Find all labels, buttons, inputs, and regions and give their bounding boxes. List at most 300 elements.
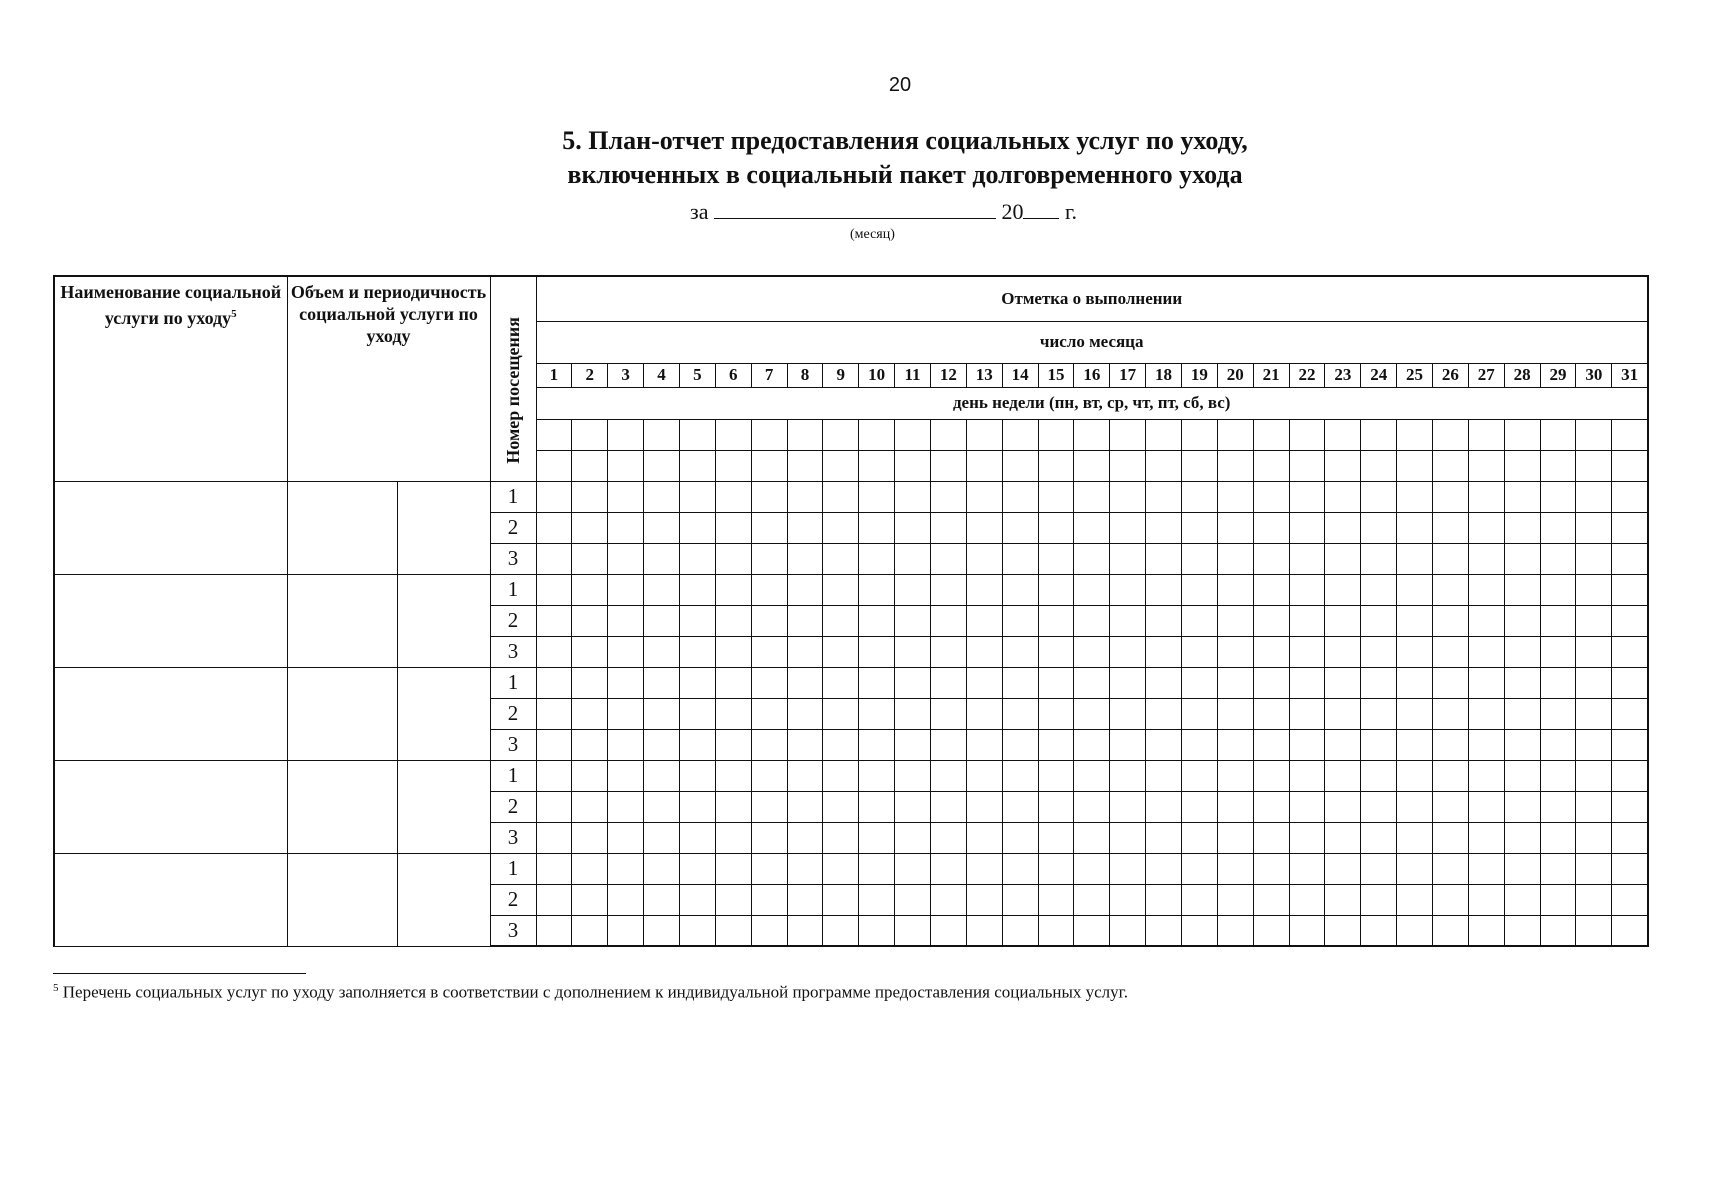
weekday-entry-cell[interactable] xyxy=(1110,419,1146,450)
completion-mark-cell[interactable] xyxy=(751,512,787,543)
completion-mark-cell[interactable] xyxy=(572,915,608,946)
completion-mark-cell[interactable] xyxy=(1074,791,1110,822)
completion-mark-cell[interactable] xyxy=(966,698,1002,729)
service-volume-cell[interactable] xyxy=(287,481,397,574)
weekday-entry-cell[interactable] xyxy=(1110,450,1146,481)
service-volume-cell[interactable] xyxy=(287,760,397,853)
completion-mark-cell[interactable] xyxy=(1361,822,1397,853)
completion-mark-cell[interactable] xyxy=(1397,574,1433,605)
completion-mark-cell[interactable] xyxy=(966,574,1002,605)
completion-mark-cell[interactable] xyxy=(1253,822,1289,853)
completion-mark-cell[interactable] xyxy=(1361,915,1397,946)
completion-mark-cell[interactable] xyxy=(1576,915,1612,946)
weekday-entry-cell[interactable] xyxy=(644,450,680,481)
weekday-entry-cell[interactable] xyxy=(679,419,715,450)
completion-mark-cell[interactable] xyxy=(1612,729,1648,760)
completion-mark-cell[interactable] xyxy=(930,760,966,791)
completion-mark-cell[interactable] xyxy=(895,884,931,915)
weekday-entry-cell[interactable] xyxy=(1146,450,1182,481)
completion-mark-cell[interactable] xyxy=(1432,481,1468,512)
service-periodicity-cell[interactable] xyxy=(397,574,490,667)
weekday-entry-cell[interactable] xyxy=(930,419,966,450)
completion-mark-cell[interactable] xyxy=(536,636,572,667)
completion-mark-cell[interactable] xyxy=(1504,605,1540,636)
completion-mark-cell[interactable] xyxy=(859,729,895,760)
weekday-entry-cell[interactable] xyxy=(1217,419,1253,450)
completion-mark-cell[interactable] xyxy=(1397,729,1433,760)
completion-mark-cell[interactable] xyxy=(823,729,859,760)
completion-mark-cell[interactable] xyxy=(966,760,1002,791)
completion-mark-cell[interactable] xyxy=(1181,636,1217,667)
completion-mark-cell[interactable] xyxy=(1397,822,1433,853)
service-volume-cell[interactable] xyxy=(287,667,397,760)
completion-mark-cell[interactable] xyxy=(679,605,715,636)
completion-mark-cell[interactable] xyxy=(572,512,608,543)
completion-mark-cell[interactable] xyxy=(1217,791,1253,822)
completion-mark-cell[interactable] xyxy=(1397,481,1433,512)
weekday-entry-cell[interactable] xyxy=(572,450,608,481)
completion-mark-cell[interactable] xyxy=(1612,667,1648,698)
completion-mark-cell[interactable] xyxy=(644,698,680,729)
completion-mark-cell[interactable] xyxy=(1540,698,1576,729)
completion-mark-cell[interactable] xyxy=(1217,605,1253,636)
completion-mark-cell[interactable] xyxy=(1576,884,1612,915)
completion-mark-cell[interactable] xyxy=(1110,512,1146,543)
weekday-entry-cell[interactable] xyxy=(1576,419,1612,450)
completion-mark-cell[interactable] xyxy=(1110,698,1146,729)
completion-mark-cell[interactable] xyxy=(1289,481,1325,512)
completion-mark-cell[interactable] xyxy=(536,574,572,605)
completion-mark-cell[interactable] xyxy=(787,853,823,884)
completion-mark-cell[interactable] xyxy=(1361,760,1397,791)
completion-mark-cell[interactable] xyxy=(1110,574,1146,605)
completion-mark-cell[interactable] xyxy=(608,822,644,853)
completion-mark-cell[interactable] xyxy=(1325,481,1361,512)
completion-mark-cell[interactable] xyxy=(644,884,680,915)
completion-mark-cell[interactable] xyxy=(572,481,608,512)
weekday-entry-cell[interactable] xyxy=(859,450,895,481)
completion-mark-cell[interactable] xyxy=(1253,481,1289,512)
completion-mark-cell[interactable] xyxy=(1361,729,1397,760)
completion-mark-cell[interactable] xyxy=(1397,667,1433,698)
completion-mark-cell[interactable] xyxy=(1110,636,1146,667)
completion-mark-cell[interactable] xyxy=(1540,605,1576,636)
completion-mark-cell[interactable] xyxy=(1002,853,1038,884)
completion-mark-cell[interactable] xyxy=(1181,605,1217,636)
weekday-entry-cell[interactable] xyxy=(1253,419,1289,450)
completion-mark-cell[interactable] xyxy=(1038,853,1074,884)
completion-mark-cell[interactable] xyxy=(1468,822,1504,853)
completion-mark-cell[interactable] xyxy=(644,636,680,667)
completion-mark-cell[interactable] xyxy=(715,760,751,791)
completion-mark-cell[interactable] xyxy=(1289,543,1325,574)
completion-mark-cell[interactable] xyxy=(1504,698,1540,729)
completion-mark-cell[interactable] xyxy=(1217,822,1253,853)
completion-mark-cell[interactable] xyxy=(823,512,859,543)
weekday-entry-cell[interactable] xyxy=(1038,419,1074,450)
completion-mark-cell[interactable] xyxy=(608,884,644,915)
completion-mark-cell[interactable] xyxy=(1110,543,1146,574)
completion-mark-cell[interactable] xyxy=(1612,543,1648,574)
completion-mark-cell[interactable] xyxy=(715,636,751,667)
completion-mark-cell[interactable] xyxy=(1146,760,1182,791)
completion-mark-cell[interactable] xyxy=(1432,760,1468,791)
completion-mark-cell[interactable] xyxy=(679,729,715,760)
completion-mark-cell[interactable] xyxy=(572,760,608,791)
completion-mark-cell[interactable] xyxy=(679,853,715,884)
completion-mark-cell[interactable] xyxy=(1468,791,1504,822)
completion-mark-cell[interactable] xyxy=(536,915,572,946)
completion-mark-cell[interactable] xyxy=(787,481,823,512)
weekday-entry-cell[interactable] xyxy=(608,450,644,481)
completion-mark-cell[interactable] xyxy=(895,636,931,667)
completion-mark-cell[interactable] xyxy=(930,481,966,512)
completion-mark-cell[interactable] xyxy=(679,915,715,946)
completion-mark-cell[interactable] xyxy=(859,884,895,915)
completion-mark-cell[interactable] xyxy=(895,791,931,822)
completion-mark-cell[interactable] xyxy=(608,853,644,884)
completion-mark-cell[interactable] xyxy=(536,605,572,636)
weekday-entry-cell[interactable] xyxy=(1253,450,1289,481)
completion-mark-cell[interactable] xyxy=(1146,605,1182,636)
completion-mark-cell[interactable] xyxy=(1074,667,1110,698)
completion-mark-cell[interactable] xyxy=(679,791,715,822)
completion-mark-cell[interactable] xyxy=(679,760,715,791)
completion-mark-cell[interactable] xyxy=(895,605,931,636)
completion-mark-cell[interactable] xyxy=(1612,574,1648,605)
completion-mark-cell[interactable] xyxy=(1074,605,1110,636)
completion-mark-cell[interactable] xyxy=(1289,760,1325,791)
completion-mark-cell[interactable] xyxy=(823,822,859,853)
completion-mark-cell[interactable] xyxy=(1110,481,1146,512)
completion-mark-cell[interactable] xyxy=(1540,512,1576,543)
completion-mark-cell[interactable] xyxy=(1361,636,1397,667)
completion-mark-cell[interactable] xyxy=(1576,698,1612,729)
completion-mark-cell[interactable] xyxy=(1468,667,1504,698)
completion-mark-cell[interactable] xyxy=(1612,605,1648,636)
weekday-entry-cell[interactable] xyxy=(1397,450,1433,481)
weekday-entry-cell[interactable] xyxy=(1540,450,1576,481)
completion-mark-cell[interactable] xyxy=(1289,853,1325,884)
completion-mark-cell[interactable] xyxy=(1361,698,1397,729)
completion-mark-cell[interactable] xyxy=(859,915,895,946)
service-name-cell[interactable] xyxy=(54,481,287,574)
completion-mark-cell[interactable] xyxy=(1397,791,1433,822)
weekday-entry-cell[interactable] xyxy=(751,419,787,450)
completion-mark-cell[interactable] xyxy=(787,698,823,729)
completion-mark-cell[interactable] xyxy=(751,760,787,791)
completion-mark-cell[interactable] xyxy=(751,636,787,667)
completion-mark-cell[interactable] xyxy=(1253,543,1289,574)
completion-mark-cell[interactable] xyxy=(1002,791,1038,822)
completion-mark-cell[interactable] xyxy=(1576,605,1612,636)
completion-mark-cell[interactable] xyxy=(1432,636,1468,667)
completion-mark-cell[interactable] xyxy=(1110,667,1146,698)
completion-mark-cell[interactable] xyxy=(1612,884,1648,915)
completion-mark-cell[interactable] xyxy=(1002,481,1038,512)
completion-mark-cell[interactable] xyxy=(895,698,931,729)
completion-mark-cell[interactable] xyxy=(1325,729,1361,760)
service-volume-cell[interactable] xyxy=(287,853,397,946)
completion-mark-cell[interactable] xyxy=(1468,481,1504,512)
completion-mark-cell[interactable] xyxy=(1110,605,1146,636)
weekday-entry-cell[interactable] xyxy=(644,419,680,450)
completion-mark-cell[interactable] xyxy=(787,636,823,667)
completion-mark-cell[interactable] xyxy=(823,915,859,946)
completion-mark-cell[interactable] xyxy=(1253,729,1289,760)
completion-mark-cell[interactable] xyxy=(715,822,751,853)
completion-mark-cell[interactable] xyxy=(787,822,823,853)
completion-mark-cell[interactable] xyxy=(823,698,859,729)
completion-mark-cell[interactable] xyxy=(787,574,823,605)
completion-mark-cell[interactable] xyxy=(1432,512,1468,543)
completion-mark-cell[interactable] xyxy=(715,667,751,698)
completion-mark-cell[interactable] xyxy=(1325,667,1361,698)
completion-mark-cell[interactable] xyxy=(1110,884,1146,915)
completion-mark-cell[interactable] xyxy=(859,698,895,729)
weekday-entry-cell[interactable] xyxy=(1612,450,1648,481)
weekday-entry-cell[interactable] xyxy=(823,450,859,481)
completion-mark-cell[interactable] xyxy=(1217,884,1253,915)
weekday-entry-cell[interactable] xyxy=(1612,419,1648,450)
completion-mark-cell[interactable] xyxy=(644,605,680,636)
completion-mark-cell[interactable] xyxy=(1504,915,1540,946)
weekday-entry-cell[interactable] xyxy=(679,450,715,481)
completion-mark-cell[interactable] xyxy=(1325,636,1361,667)
completion-mark-cell[interactable] xyxy=(1181,822,1217,853)
completion-mark-cell[interactable] xyxy=(644,915,680,946)
completion-mark-cell[interactable] xyxy=(1325,543,1361,574)
month-blank-field[interactable] xyxy=(714,198,996,219)
completion-mark-cell[interactable] xyxy=(536,760,572,791)
completion-mark-cell[interactable] xyxy=(751,791,787,822)
weekday-entry-cell[interactable] xyxy=(536,450,572,481)
completion-mark-cell[interactable] xyxy=(1217,698,1253,729)
completion-mark-cell[interactable] xyxy=(1289,698,1325,729)
completion-mark-cell[interactable] xyxy=(572,636,608,667)
completion-mark-cell[interactable] xyxy=(1468,512,1504,543)
completion-mark-cell[interactable] xyxy=(1074,729,1110,760)
weekday-entry-cell[interactable] xyxy=(1289,419,1325,450)
weekday-entry-cell[interactable] xyxy=(1146,419,1182,450)
completion-mark-cell[interactable] xyxy=(1181,574,1217,605)
weekday-entry-cell[interactable] xyxy=(895,419,931,450)
completion-mark-cell[interactable] xyxy=(751,605,787,636)
completion-mark-cell[interactable] xyxy=(1002,915,1038,946)
completion-mark-cell[interactable] xyxy=(1576,543,1612,574)
completion-mark-cell[interactable] xyxy=(1217,729,1253,760)
completion-mark-cell[interactable] xyxy=(572,822,608,853)
completion-mark-cell[interactable] xyxy=(536,512,572,543)
completion-mark-cell[interactable] xyxy=(572,605,608,636)
completion-mark-cell[interactable] xyxy=(1181,481,1217,512)
completion-mark-cell[interactable] xyxy=(1074,884,1110,915)
completion-mark-cell[interactable] xyxy=(823,760,859,791)
completion-mark-cell[interactable] xyxy=(1397,698,1433,729)
completion-mark-cell[interactable] xyxy=(1002,512,1038,543)
completion-mark-cell[interactable] xyxy=(1181,543,1217,574)
completion-mark-cell[interactable] xyxy=(1217,574,1253,605)
completion-mark-cell[interactable] xyxy=(1397,543,1433,574)
completion-mark-cell[interactable] xyxy=(1253,853,1289,884)
completion-mark-cell[interactable] xyxy=(1432,574,1468,605)
weekday-entry-cell[interactable] xyxy=(966,450,1002,481)
completion-mark-cell[interactable] xyxy=(1146,822,1182,853)
completion-mark-cell[interactable] xyxy=(715,853,751,884)
completion-mark-cell[interactable] xyxy=(715,791,751,822)
completion-mark-cell[interactable] xyxy=(1181,853,1217,884)
completion-mark-cell[interactable] xyxy=(1576,760,1612,791)
completion-mark-cell[interactable] xyxy=(1325,574,1361,605)
completion-mark-cell[interactable] xyxy=(1146,636,1182,667)
completion-mark-cell[interactable] xyxy=(823,853,859,884)
completion-mark-cell[interactable] xyxy=(572,574,608,605)
completion-mark-cell[interactable] xyxy=(536,481,572,512)
completion-mark-cell[interactable] xyxy=(1504,481,1540,512)
completion-mark-cell[interactable] xyxy=(751,574,787,605)
completion-mark-cell[interactable] xyxy=(859,481,895,512)
completion-mark-cell[interactable] xyxy=(608,543,644,574)
completion-mark-cell[interactable] xyxy=(1612,481,1648,512)
completion-mark-cell[interactable] xyxy=(715,915,751,946)
service-periodicity-cell[interactable] xyxy=(397,481,490,574)
completion-mark-cell[interactable] xyxy=(1253,605,1289,636)
completion-mark-cell[interactable] xyxy=(1002,636,1038,667)
completion-mark-cell[interactable] xyxy=(1181,512,1217,543)
completion-mark-cell[interactable] xyxy=(895,822,931,853)
completion-mark-cell[interactable] xyxy=(1361,574,1397,605)
completion-mark-cell[interactable] xyxy=(1110,822,1146,853)
completion-mark-cell[interactable] xyxy=(751,698,787,729)
weekday-entry-cell[interactable] xyxy=(859,419,895,450)
completion-mark-cell[interactable] xyxy=(1002,667,1038,698)
completion-mark-cell[interactable] xyxy=(966,543,1002,574)
completion-mark-cell[interactable] xyxy=(966,729,1002,760)
completion-mark-cell[interactable] xyxy=(536,543,572,574)
weekday-entry-cell[interactable] xyxy=(751,450,787,481)
completion-mark-cell[interactable] xyxy=(823,884,859,915)
completion-mark-cell[interactable] xyxy=(1038,605,1074,636)
completion-mark-cell[interactable] xyxy=(787,512,823,543)
completion-mark-cell[interactable] xyxy=(1468,636,1504,667)
completion-mark-cell[interactable] xyxy=(859,605,895,636)
completion-mark-cell[interactable] xyxy=(859,543,895,574)
completion-mark-cell[interactable] xyxy=(1432,667,1468,698)
completion-mark-cell[interactable] xyxy=(859,853,895,884)
completion-mark-cell[interactable] xyxy=(1217,760,1253,791)
service-periodicity-cell[interactable] xyxy=(397,760,490,853)
completion-mark-cell[interactable] xyxy=(1253,791,1289,822)
completion-mark-cell[interactable] xyxy=(1002,884,1038,915)
completion-mark-cell[interactable] xyxy=(966,884,1002,915)
completion-mark-cell[interactable] xyxy=(1361,512,1397,543)
completion-mark-cell[interactable] xyxy=(1540,636,1576,667)
completion-mark-cell[interactable] xyxy=(1181,915,1217,946)
weekday-entry-cell[interactable] xyxy=(1289,450,1325,481)
weekday-entry-cell[interactable] xyxy=(1504,450,1540,481)
completion-mark-cell[interactable] xyxy=(1038,729,1074,760)
completion-mark-cell[interactable] xyxy=(1146,729,1182,760)
completion-mark-cell[interactable] xyxy=(1146,574,1182,605)
completion-mark-cell[interactable] xyxy=(1361,791,1397,822)
completion-mark-cell[interactable] xyxy=(1468,853,1504,884)
completion-mark-cell[interactable] xyxy=(930,915,966,946)
completion-mark-cell[interactable] xyxy=(715,543,751,574)
completion-mark-cell[interactable] xyxy=(823,791,859,822)
weekday-entry-cell[interactable] xyxy=(1432,419,1468,450)
completion-mark-cell[interactable] xyxy=(859,636,895,667)
completion-mark-cell[interactable] xyxy=(859,574,895,605)
completion-mark-cell[interactable] xyxy=(930,667,966,698)
weekday-entry-cell[interactable] xyxy=(787,450,823,481)
completion-mark-cell[interactable] xyxy=(751,543,787,574)
completion-mark-cell[interactable] xyxy=(1397,605,1433,636)
completion-mark-cell[interactable] xyxy=(1504,729,1540,760)
completion-mark-cell[interactable] xyxy=(1361,884,1397,915)
completion-mark-cell[interactable] xyxy=(787,605,823,636)
completion-mark-cell[interactable] xyxy=(679,543,715,574)
completion-mark-cell[interactable] xyxy=(1253,760,1289,791)
service-name-cell[interactable] xyxy=(54,667,287,760)
completion-mark-cell[interactable] xyxy=(536,667,572,698)
completion-mark-cell[interactable] xyxy=(644,481,680,512)
completion-mark-cell[interactable] xyxy=(751,822,787,853)
completion-mark-cell[interactable] xyxy=(1110,915,1146,946)
completion-mark-cell[interactable] xyxy=(895,574,931,605)
completion-mark-cell[interactable] xyxy=(1181,729,1217,760)
completion-mark-cell[interactable] xyxy=(787,884,823,915)
completion-mark-cell[interactable] xyxy=(1325,698,1361,729)
completion-mark-cell[interactable] xyxy=(1110,760,1146,791)
completion-mark-cell[interactable] xyxy=(966,791,1002,822)
completion-mark-cell[interactable] xyxy=(1432,729,1468,760)
completion-mark-cell[interactable] xyxy=(1038,822,1074,853)
completion-mark-cell[interactable] xyxy=(1576,636,1612,667)
completion-mark-cell[interactable] xyxy=(1002,574,1038,605)
completion-mark-cell[interactable] xyxy=(1038,698,1074,729)
completion-mark-cell[interactable] xyxy=(679,667,715,698)
completion-mark-cell[interactable] xyxy=(1002,729,1038,760)
completion-mark-cell[interactable] xyxy=(1074,512,1110,543)
completion-mark-cell[interactable] xyxy=(1253,667,1289,698)
completion-mark-cell[interactable] xyxy=(1074,636,1110,667)
completion-mark-cell[interactable] xyxy=(1397,853,1433,884)
completion-mark-cell[interactable] xyxy=(1146,915,1182,946)
completion-mark-cell[interactable] xyxy=(1468,884,1504,915)
completion-mark-cell[interactable] xyxy=(1146,512,1182,543)
completion-mark-cell[interactable] xyxy=(1540,729,1576,760)
completion-mark-cell[interactable] xyxy=(679,512,715,543)
completion-mark-cell[interactable] xyxy=(1468,574,1504,605)
service-periodicity-cell[interactable] xyxy=(397,853,490,946)
completion-mark-cell[interactable] xyxy=(1576,667,1612,698)
completion-mark-cell[interactable] xyxy=(1289,667,1325,698)
completion-mark-cell[interactable] xyxy=(823,605,859,636)
completion-mark-cell[interactable] xyxy=(715,884,751,915)
completion-mark-cell[interactable] xyxy=(1504,791,1540,822)
completion-mark-cell[interactable] xyxy=(823,574,859,605)
service-name-cell[interactable] xyxy=(54,853,287,946)
completion-mark-cell[interactable] xyxy=(1038,543,1074,574)
completion-mark-cell[interactable] xyxy=(751,481,787,512)
completion-mark-cell[interactable] xyxy=(715,698,751,729)
completion-mark-cell[interactable] xyxy=(572,884,608,915)
completion-mark-cell[interactable] xyxy=(1540,822,1576,853)
completion-mark-cell[interactable] xyxy=(715,481,751,512)
completion-mark-cell[interactable] xyxy=(930,636,966,667)
completion-mark-cell[interactable] xyxy=(1540,791,1576,822)
service-periodicity-cell[interactable] xyxy=(397,667,490,760)
